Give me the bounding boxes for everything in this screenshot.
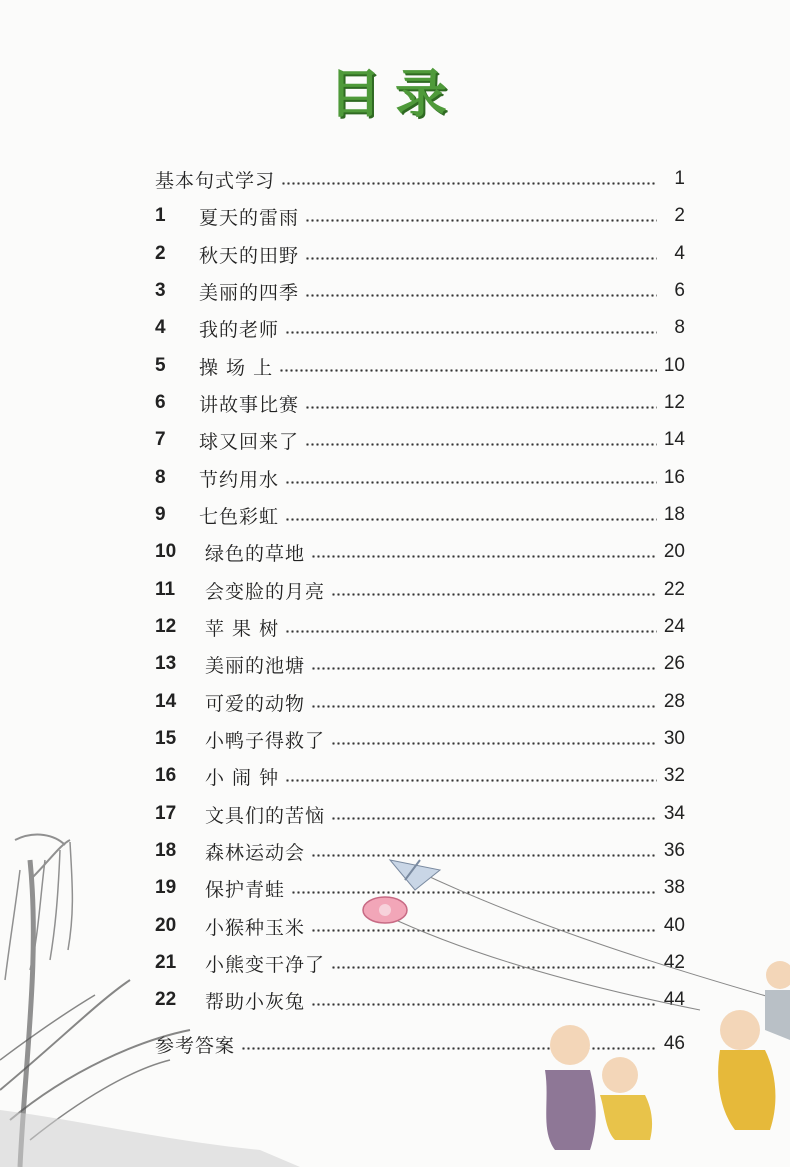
toc-entry-number: 10	[155, 541, 177, 562]
leader-dots	[311, 929, 657, 932]
toc-entry[interactable]	[155, 612, 685, 642]
toc-entry-number: 16	[155, 765, 177, 786]
toc-entry-number: 13	[155, 653, 177, 674]
toc-entry-page-number: 8	[674, 317, 685, 338]
toc-entry-title: 小鸭子得救了	[205, 729, 326, 752]
toc-entry-page-number: 38	[663, 877, 685, 898]
leader-dots	[331, 966, 657, 969]
leader-dots	[311, 705, 657, 708]
toc-entry[interactable]	[155, 239, 685, 269]
toc-entry-number: 22	[155, 989, 177, 1010]
toc-entry-number: 4	[155, 317, 166, 338]
ground-shadow	[0, 1110, 300, 1167]
toc-entry-number: 17	[155, 803, 177, 824]
toc-entry[interactable]	[155, 463, 685, 493]
leader-dots	[331, 742, 657, 745]
toc-entry[interactable]	[155, 351, 685, 381]
toc-entry-title: 秋天的田野	[199, 244, 300, 267]
toc-entry-page-number: 14	[663, 429, 685, 450]
leader-dots	[285, 331, 657, 334]
toc-entry-page-number: 24	[663, 616, 685, 637]
toc-entry-page-number: 26	[663, 653, 685, 674]
leader-dots	[285, 518, 657, 521]
leader-dots	[305, 443, 657, 446]
toc-entry-page-number: 34	[663, 803, 685, 824]
toc-entry-page-number: 28	[663, 691, 685, 712]
toc-entry[interactable]	[155, 575, 685, 605]
toc-entry-page-number: 6	[674, 280, 685, 301]
toc-entry-number: 19	[155, 877, 177, 898]
leader-dots	[305, 257, 657, 260]
toc-entry-title: 保护青蛙	[205, 878, 286, 901]
toc-entry[interactable]	[155, 873, 685, 903]
toc-entry[interactable]	[155, 164, 685, 194]
toc-entry-page-number: 2	[674, 205, 685, 226]
toc-entry-number: 21	[155, 952, 177, 973]
toc-entry-page-number: 4	[674, 243, 685, 264]
willow-tree-icon	[5, 835, 72, 1167]
toc-entry[interactable]	[155, 724, 685, 754]
toc-entry-number: 2	[155, 243, 166, 264]
toc-entry-page-number: 42	[663, 952, 685, 973]
toc-entry-page-number: 44	[663, 989, 685, 1010]
leader-dots	[285, 481, 657, 484]
toc-entry-page-number: 32	[663, 765, 685, 786]
toc-entry-title: 帮助小灰兔	[205, 990, 306, 1013]
leader-dots	[305, 406, 657, 409]
toc-entry-title: 节约用水	[199, 468, 280, 491]
toc-entry-title: 美丽的池塘	[205, 654, 306, 677]
toc-entry-number: 1	[155, 205, 166, 226]
toc-entry-title: 可爱的动物	[205, 692, 306, 715]
leader-dots	[331, 817, 657, 820]
toc-entry-number: 3	[155, 280, 166, 301]
toc-entry[interactable]	[155, 537, 685, 567]
toc-entry[interactable]	[155, 799, 685, 829]
page-title: 目录	[328, 65, 461, 125]
toc-entry-title: 小 闹 钟	[205, 766, 280, 789]
toc-entry-number: 6	[155, 392, 166, 413]
toc-entry-title: 讲故事比赛	[199, 393, 300, 416]
toc-entry-title: 苹 果 树	[205, 617, 280, 640]
leader-dots	[281, 182, 657, 185]
toc-entry-title: 小熊变干净了	[205, 953, 326, 976]
toc-entry[interactable]	[155, 649, 685, 679]
leader-dots	[285, 779, 657, 782]
toc-entry-title: 基本句式学习	[155, 169, 276, 192]
toc-entry-number: 14	[155, 691, 177, 712]
leader-dots	[311, 1003, 657, 1006]
toc-entry-page-number: 36	[663, 840, 685, 861]
leader-dots	[305, 294, 657, 297]
toc-entry[interactable]	[155, 836, 685, 866]
toc-entry-number: 18	[155, 840, 177, 861]
toc-entry-title: 会变脸的月亮	[205, 580, 326, 603]
toc-entry[interactable]	[155, 201, 685, 231]
toc-entry-title: 操 场 上	[199, 356, 274, 379]
toc-entry-title: 球又回来了	[199, 430, 300, 453]
leader-dots	[311, 854, 657, 857]
toc-entry-page-number: 1	[674, 168, 685, 189]
toc-entry-page-number: 46	[663, 1033, 685, 1054]
leader-dots	[305, 219, 657, 222]
toc-entry-number: 20	[155, 915, 177, 936]
toc-entry-title: 小猴种玉米	[205, 916, 306, 939]
leader-dots	[311, 555, 657, 558]
toc-entry-number: 7	[155, 429, 166, 450]
toc-entry[interactable]	[155, 388, 685, 418]
toc-entry-page-number: 16	[663, 467, 685, 488]
toc-entry-title: 森林运动会	[205, 841, 306, 864]
toc-entry[interactable]	[155, 687, 685, 717]
toc-entry-page-number: 30	[663, 728, 685, 749]
leader-dots	[311, 667, 657, 670]
toc-entry-title: 绿色的草地	[205, 542, 306, 565]
toc-entry-title: 美丽的四季	[199, 281, 300, 304]
toc-entry[interactable]	[155, 313, 685, 343]
leader-dots	[241, 1047, 657, 1050]
toc-entry-page-number: 10	[663, 355, 685, 376]
toc-entry-page-number: 12	[663, 392, 685, 413]
toc-entry-title: 参考答案	[155, 1034, 236, 1057]
toc-entry-number: 8	[155, 467, 166, 488]
leader-dots	[331, 593, 657, 596]
toc-entry[interactable]	[155, 276, 685, 306]
toc-entry[interactable]	[155, 911, 685, 941]
toc-entry-page-number: 18	[663, 504, 685, 525]
toc-entry[interactable]	[155, 500, 685, 530]
toc-entry-title: 夏天的雷雨	[199, 206, 300, 229]
toc-entry[interactable]	[155, 425, 685, 455]
toc-entry-number: 11	[155, 579, 176, 600]
toc-entry[interactable]	[155, 761, 685, 791]
toc-entry-title: 文具们的苦恼	[205, 804, 326, 827]
toc-entry-title: 七色彩虹	[199, 505, 280, 528]
leader-dots	[285, 630, 657, 633]
toc-entry-page-number: 40	[663, 915, 685, 936]
toc-entry-title: 我的老师	[199, 318, 280, 341]
toc-entry-number: 9	[155, 504, 166, 525]
toc-entry-page-number: 22	[663, 579, 685, 600]
toc-entry-page-number: 20	[663, 541, 685, 562]
toc-entry[interactable]	[155, 1029, 685, 1059]
toc-entry[interactable]	[155, 985, 685, 1015]
toc-entry-number: 15	[155, 728, 177, 749]
toc-entry[interactable]	[155, 948, 685, 978]
leader-dots	[279, 369, 657, 372]
toc-entry-number: 12	[155, 616, 177, 637]
leader-dots	[291, 891, 657, 894]
toc-entry-number: 5	[155, 355, 166, 376]
